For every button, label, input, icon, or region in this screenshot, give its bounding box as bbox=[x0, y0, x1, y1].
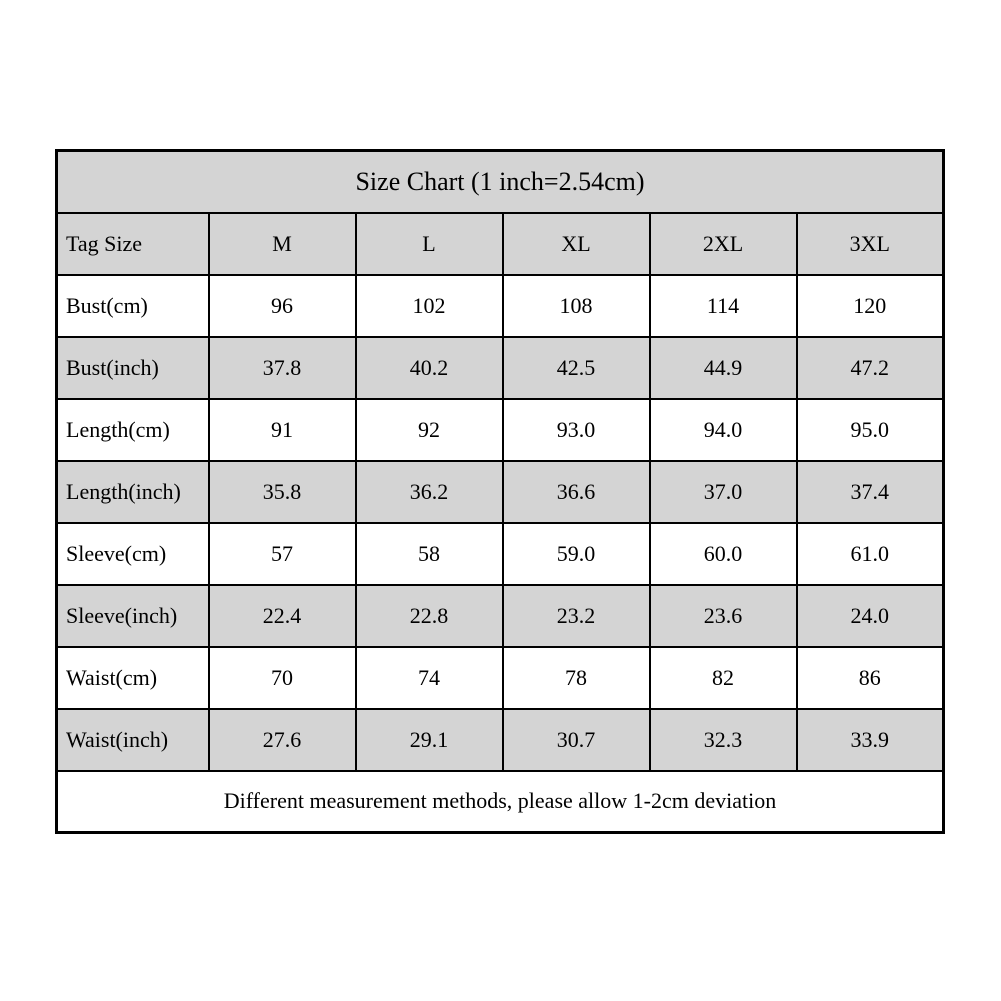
column-header-tag-size: Tag Size bbox=[57, 213, 209, 275]
table-row bbox=[57, 709, 944, 771]
value-cell: 102 bbox=[356, 275, 503, 337]
value-cell: 114 bbox=[650, 275, 797, 337]
row-label: Length(cm) bbox=[57, 399, 209, 461]
row-label: Waist(inch) bbox=[57, 709, 209, 771]
size-chart-table bbox=[55, 149, 945, 834]
value-cell: 95.0 bbox=[797, 399, 944, 461]
row-label: Waist(cm) bbox=[57, 647, 209, 709]
value-cell: 57 bbox=[209, 523, 356, 585]
table-row bbox=[57, 585, 944, 647]
column-header-l: L bbox=[356, 213, 503, 275]
table-row bbox=[57, 337, 944, 399]
column-header-3xl: 3XL bbox=[797, 213, 944, 275]
value-cell: 120 bbox=[797, 275, 944, 337]
table-row bbox=[57, 461, 944, 523]
value-cell: 22.4 bbox=[209, 585, 356, 647]
value-cell: 37.8 bbox=[209, 337, 356, 399]
value-cell: 30.7 bbox=[503, 709, 650, 771]
column-header-2xl: 2XL bbox=[650, 213, 797, 275]
value-cell: 32.3 bbox=[650, 709, 797, 771]
row-label: Sleeve(cm) bbox=[57, 523, 209, 585]
value-cell: 44.9 bbox=[650, 337, 797, 399]
value-cell: 22.8 bbox=[356, 585, 503, 647]
chart-title: Size Chart (1 inch=2.54cm) bbox=[57, 151, 944, 213]
value-cell: 47.2 bbox=[797, 337, 944, 399]
row-label: Sleeve(inch) bbox=[57, 585, 209, 647]
value-cell: 27.6 bbox=[209, 709, 356, 771]
value-cell: 37.4 bbox=[797, 461, 944, 523]
value-cell: 92 bbox=[356, 399, 503, 461]
value-cell: 78 bbox=[503, 647, 650, 709]
value-cell: 70 bbox=[209, 647, 356, 709]
column-header-m: M bbox=[209, 213, 356, 275]
value-cell: 74 bbox=[356, 647, 503, 709]
table-row bbox=[57, 647, 944, 709]
row-label: Bust(cm) bbox=[57, 275, 209, 337]
row-label: Bust(inch) bbox=[57, 337, 209, 399]
value-cell: 23.2 bbox=[503, 585, 650, 647]
value-cell: 91 bbox=[209, 399, 356, 461]
value-cell: 29.1 bbox=[356, 709, 503, 771]
value-cell: 37.0 bbox=[650, 461, 797, 523]
value-cell: 86 bbox=[797, 647, 944, 709]
value-cell: 108 bbox=[503, 275, 650, 337]
value-cell: 93.0 bbox=[503, 399, 650, 461]
table-row bbox=[57, 523, 944, 585]
value-cell: 35.8 bbox=[209, 461, 356, 523]
value-cell: 36.6 bbox=[503, 461, 650, 523]
table-row bbox=[57, 275, 944, 337]
value-cell: 96 bbox=[209, 275, 356, 337]
value-cell: 33.9 bbox=[797, 709, 944, 771]
value-cell: 36.2 bbox=[356, 461, 503, 523]
value-cell: 58 bbox=[356, 523, 503, 585]
row-label: Length(inch) bbox=[57, 461, 209, 523]
header-row bbox=[57, 213, 944, 275]
size-table-body bbox=[57, 151, 944, 833]
footer-note: Different measurement methods, please allow 1-2cm deviation bbox=[57, 771, 944, 833]
value-cell: 82 bbox=[650, 647, 797, 709]
column-header-xl: XL bbox=[503, 213, 650, 275]
table-row bbox=[57, 399, 944, 461]
footer-row bbox=[57, 771, 944, 833]
value-cell: 61.0 bbox=[797, 523, 944, 585]
value-cell: 94.0 bbox=[650, 399, 797, 461]
value-cell: 59.0 bbox=[503, 523, 650, 585]
title-row bbox=[57, 151, 944, 213]
value-cell: 60.0 bbox=[650, 523, 797, 585]
value-cell: 24.0 bbox=[797, 585, 944, 647]
value-cell: 40.2 bbox=[356, 337, 503, 399]
value-cell: 42.5 bbox=[503, 337, 650, 399]
value-cell: 23.6 bbox=[650, 585, 797, 647]
